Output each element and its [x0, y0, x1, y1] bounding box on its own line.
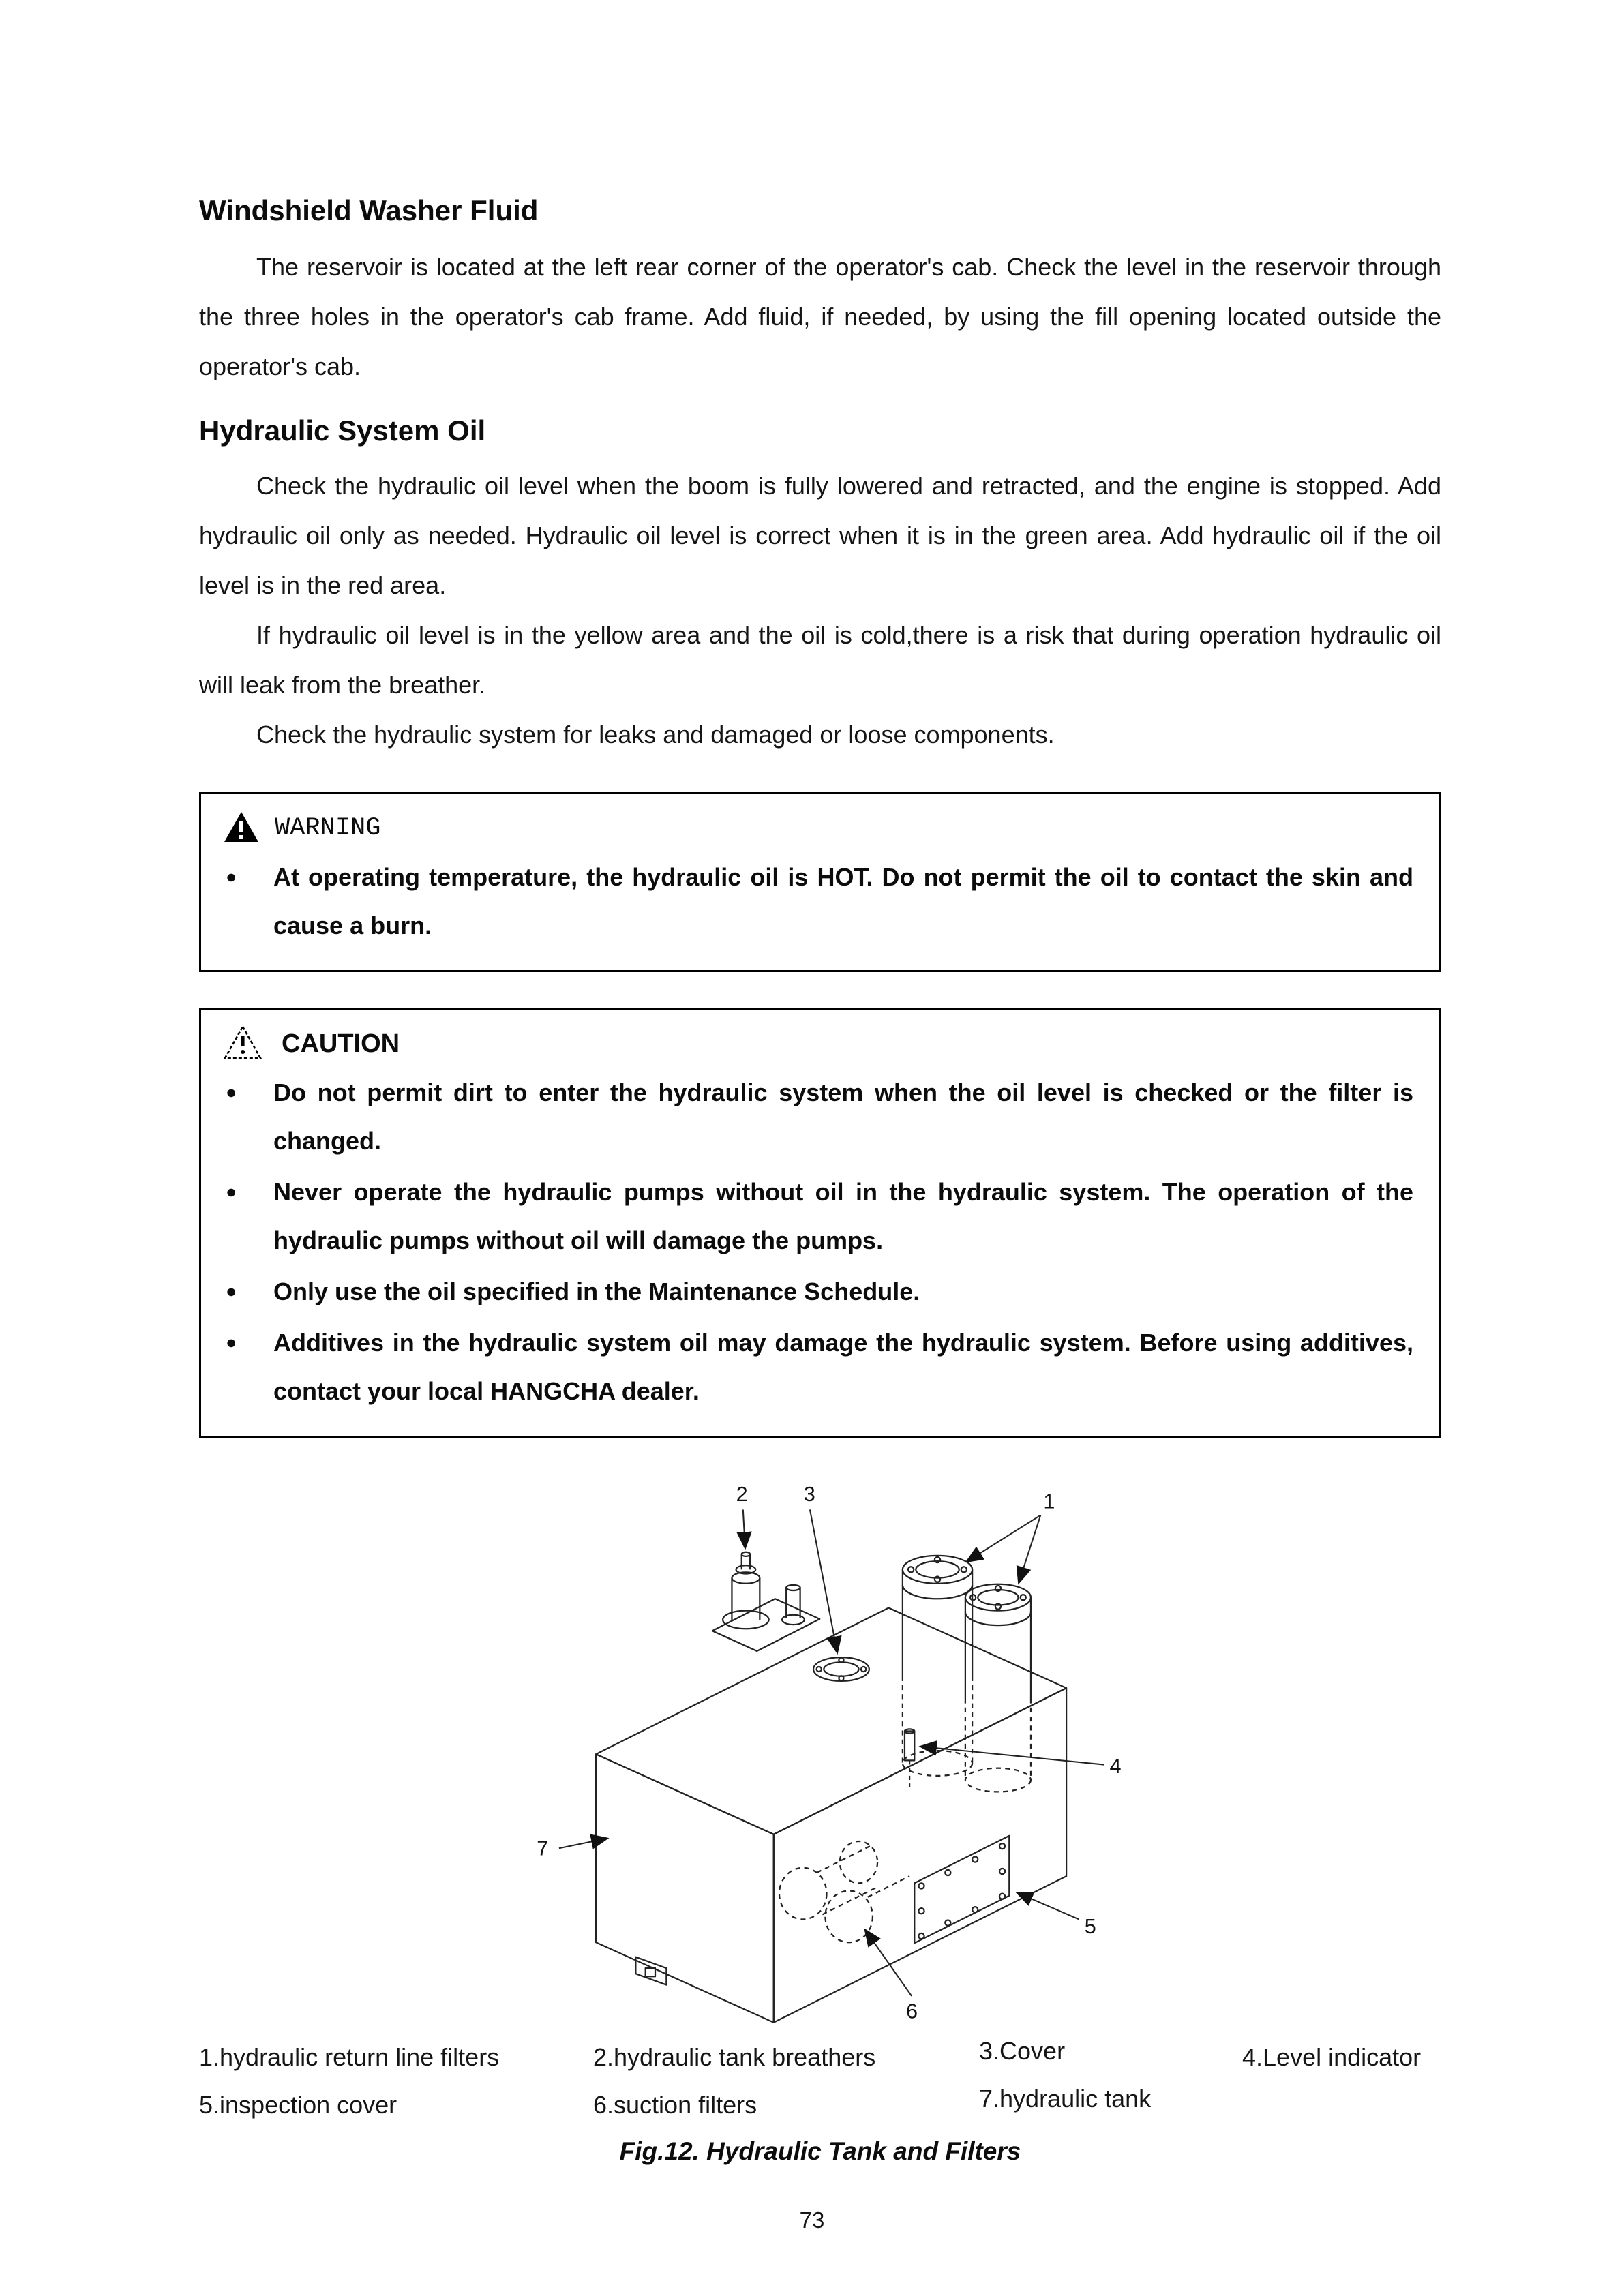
- paragraph-hydraulic-oil-yellow: If hydraulic oil level is in the yellow area and the oil is cold,there is a risk that during operation hydraulic oil will leak from the breather.: [199, 621, 1441, 699]
- caution-box: [199, 1008, 1441, 1438]
- legend-item-7: 7.hydraulic tank: [979, 2085, 1152, 2113]
- caution-box-title: [223, 1026, 1413, 1061]
- cover-flange: [813, 1657, 869, 1681]
- caution-icon: [223, 1025, 262, 1063]
- figure-callout-1: 1: [1043, 1490, 1055, 1513]
- warning-item: ● At operating temperature, the hydraulic oil is HOT. Do not permit the oil to contact the skin and cause a burn.: [223, 853, 1413, 950]
- legend-item-3: 3.Cover: [979, 2037, 1066, 2065]
- paragraph-hydraulic-leaks: Check the hydraulic system for leaks and damaged or loose components.: [256, 721, 1055, 749]
- legend-item-5: 5.inspection cover: [199, 2091, 397, 2119]
- inspection-cover-plate: [914, 1836, 1009, 1943]
- suction-filters: [779, 1841, 909, 1942]
- figure-callout-6: 6: [906, 1999, 918, 2023]
- caution-item: ● Never operate the hydraulic pumps without oil in the hydraulic system. The operation of the hydraulic pumps without oil will damage the pumps.: [223, 1168, 1413, 1265]
- section-heading-hydraulic-system-oil: Hydraulic System Oil: [199, 414, 486, 447]
- tank-breathers: [712, 1552, 819, 1651]
- warning-icon: [223, 811, 260, 847]
- tank-body: [596, 1608, 1066, 2023]
- legend-item-1: 1.hydraulic return line filters: [199, 2043, 500, 2071]
- hydraulic-tank-figure: [530, 1465, 1157, 2029]
- legend-item-2: 2.hydraulic tank breathers: [593, 2043, 876, 2071]
- page-number: 73: [799, 2207, 825, 2233]
- legend-item-4: 4.Level indicator: [1242, 2043, 1422, 2071]
- figure-callout-4: 4: [1109, 1754, 1122, 1778]
- warning-box-title: [223, 811, 1413, 846]
- caution-item: ● Only use the oil specified in the Maintenance Schedule.: [223, 1267, 1413, 1316]
- legend-item-6: 6.suction filters: [593, 2091, 757, 2119]
- figure-callout-7: 7: [537, 1837, 549, 1860]
- figure-callout-2: 2: [736, 1483, 748, 1507]
- warning-box: [199, 792, 1441, 972]
- paragraph-washer-fluid: The reservoir is located at the left rear corner of the operator's cab. Check the level in the reservoir through the three holes in the operator's cab frame. Add fluid, if needed, by using the fill opening located outside the operator's cab.: [199, 253, 1441, 380]
- return-line-filters: [903, 1556, 1031, 1792]
- hydraulic-tank-drawing: [530, 1465, 1157, 2029]
- caution-list: [223, 1068, 1413, 1415]
- caution-title-label: CAUTION: [282, 1029, 400, 1058]
- figure-caption: Fig.12. Hydraulic Tank and Filters: [619, 2137, 1021, 2165]
- section-heading-windshield-washer-fluid: Windshield Washer Fluid: [199, 194, 539, 226]
- tank-handle: [635, 1957, 666, 1985]
- caution-item: ● Do not permit dirt to enter the hydraulic system when the oil level is checked or the filter is changed.: [223, 1068, 1413, 1165]
- figure-callout-3: 3: [803, 1483, 815, 1507]
- warning-list: [223, 853, 1413, 950]
- paragraph-hydraulic-oil-level: Check the hydraulic oil level when the boom is fully lowered and retracted, and the engine is stopped. Add hydraulic oil only as needed. Hydraulic oil level is correct when it is in the green area. Add hydraulic oil if the oil level is in the red area.: [199, 472, 1441, 599]
- warning-title-label: WARNING: [275, 814, 381, 843]
- caution-item: ● Additives in the hydraulic system oil may damage the hydraulic system. Before using additives, contact your local HANGCHA dealer.: [223, 1318, 1413, 1415]
- figure-callout-5: 5: [1084, 1914, 1096, 1938]
- figure-legend: [199, 2035, 1441, 2128]
- callout-arrows: [559, 1509, 1104, 1996]
